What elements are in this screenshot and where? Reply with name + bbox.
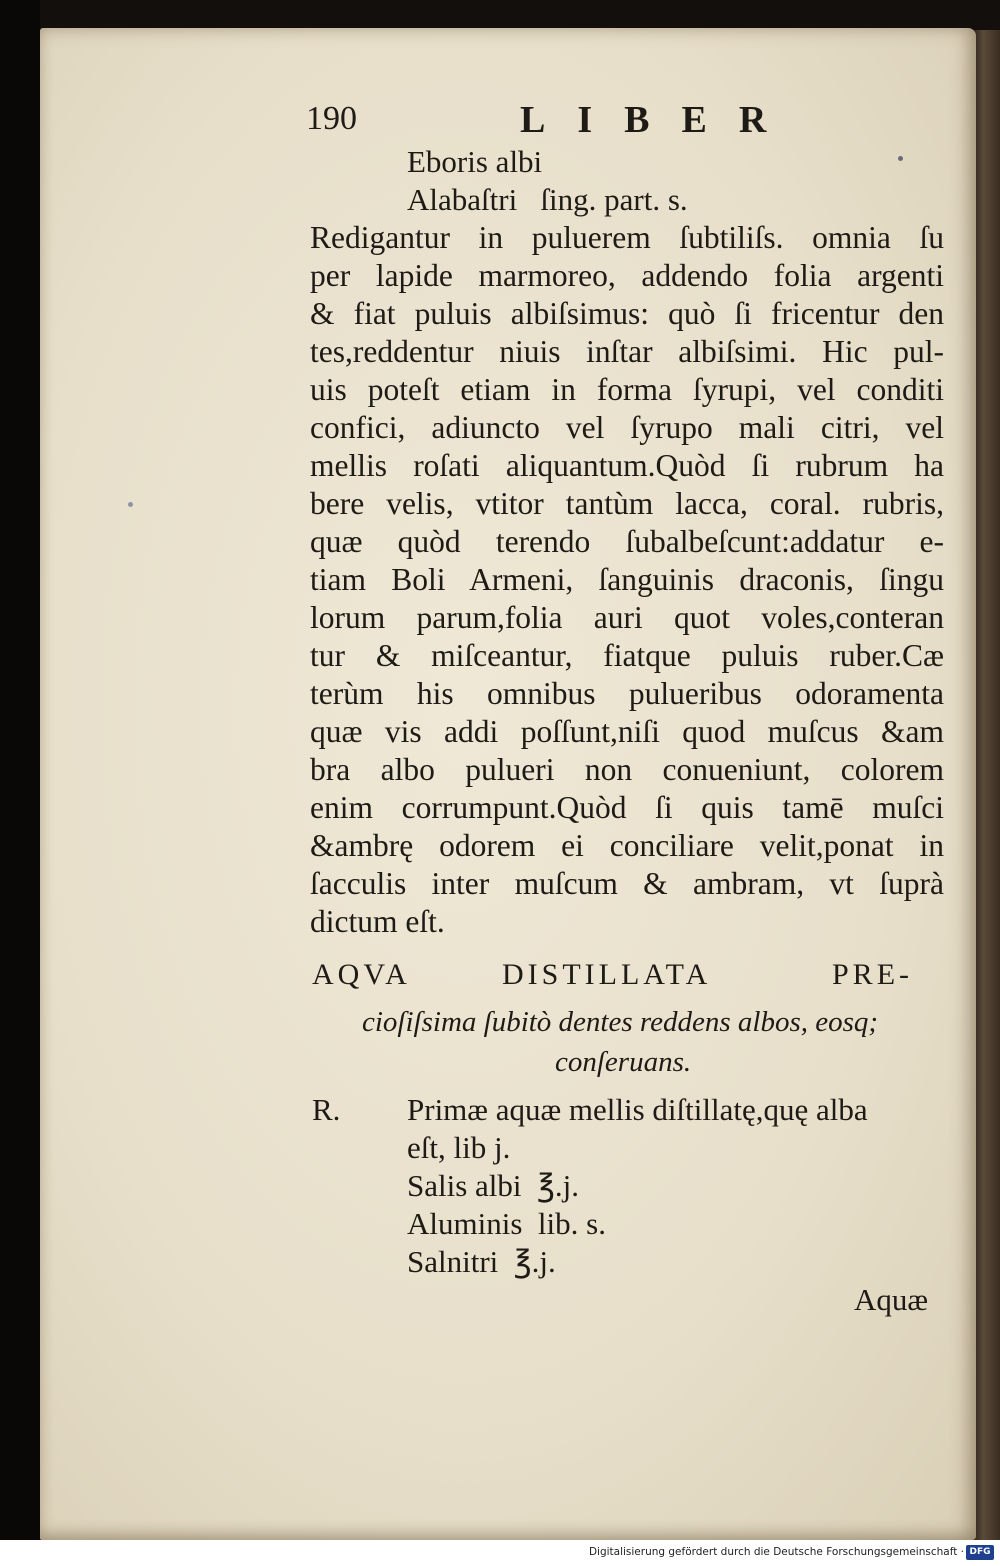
running-head: LIBER: [520, 99, 799, 141]
ink-speck: [128, 502, 133, 507]
recipe-line: Aluminis lib. s.: [407, 1206, 606, 1241]
paragraph-line: ſacculis inter muſcum & ambram, vt ſuprà: [310, 866, 944, 901]
ink-speck: [898, 156, 903, 161]
paragraph-line: mellis roſati aliquantum.Quòd ſi rubrum ha: [310, 448, 944, 483]
paragraph-line: terùm his omnibus pulueribus odoramenta: [310, 676, 944, 711]
ingredient-line: Eboris albi: [407, 144, 543, 179]
scan-background-left: [0, 0, 40, 1566]
paragraph-line: per lapide marmoreo, addendo folia argenti: [310, 258, 944, 293]
dfg-logo: DFG: [966, 1545, 994, 1560]
heading-italic-line: conſeruans.: [555, 1046, 692, 1078]
paragraph-line: &ambrę odorem ei conciliare velit,ponat in: [310, 828, 944, 863]
paragraph-line: quæ quòd terendo ſubalbeſcunt:addatur e-: [310, 524, 944, 559]
paragraph-line: quæ vis addi poſſunt,niſi quod muſcus &am: [310, 714, 944, 749]
paragraph-line: tur & miſceantur, fiatque puluis ruber.Cæ: [310, 638, 944, 673]
heading-word: PRE-: [832, 958, 914, 991]
paragraph-line: confici, adiuncto vel ſyrupo mali citri, vel: [310, 410, 944, 445]
paragraph-line: tiam Boli Armeni, ſanguinis draconis, ſingu: [310, 562, 944, 597]
paragraph-line: uis poteſt etiam in forma ſyrupi, vel conditi: [310, 372, 944, 407]
paragraph-line: enim corrumpunt.Quòd ſi quis tamē muſci: [310, 790, 944, 825]
catchword: Aquæ: [854, 1282, 929, 1317]
paragraph-line-last: dictum eſt.: [310, 904, 445, 939]
paragraph-line: bere velis, vtitor tantùm lacca, coral. rubris,: [310, 486, 944, 521]
scan-background-top: [0, 0, 1000, 30]
paragraph-line: & fiat puluis albiſsimus: quò ſi fricentur den: [310, 296, 944, 331]
heading-italic-line: cioſiſsima ſubitò dentes reddens albos, eosq;: [362, 1006, 879, 1038]
heading-word: AQVA: [312, 958, 411, 991]
recipe-line: Salis albi ℥.j.: [407, 1168, 580, 1203]
page-number: 190: [306, 100, 357, 137]
digitization-credit: Digitalisierung gefördert durch die Deutsche Forschungsgemeinschaft ·: [588, 1546, 964, 1558]
paragraph-line: lorum parum,folia auri quot voles,conteran: [310, 600, 944, 635]
recipe-line: eſt, lib j.: [407, 1130, 511, 1165]
heading-word: DISTILLATA: [502, 958, 712, 991]
recipe-symbol: R.: [312, 1092, 341, 1127]
recipe-line: Primæ aquæ mellis diſtillatę,quę alba: [407, 1092, 868, 1127]
paragraph-line: tes,reddentur niuis inſtar albiſsimi. Hic pul-: [310, 334, 944, 369]
ingredient-line: Alabaſtri ſing. part. s.: [407, 182, 688, 217]
book-fore-edge: [972, 30, 1000, 1540]
paragraph-line: Redigantur in puluerem ſubtiliſs. omnia ſu: [310, 220, 944, 255]
recipe-line: Salnitri ℥.j.: [407, 1244, 556, 1279]
paragraph-line: bra albo pulueri non conueniunt, colorem: [310, 752, 944, 787]
